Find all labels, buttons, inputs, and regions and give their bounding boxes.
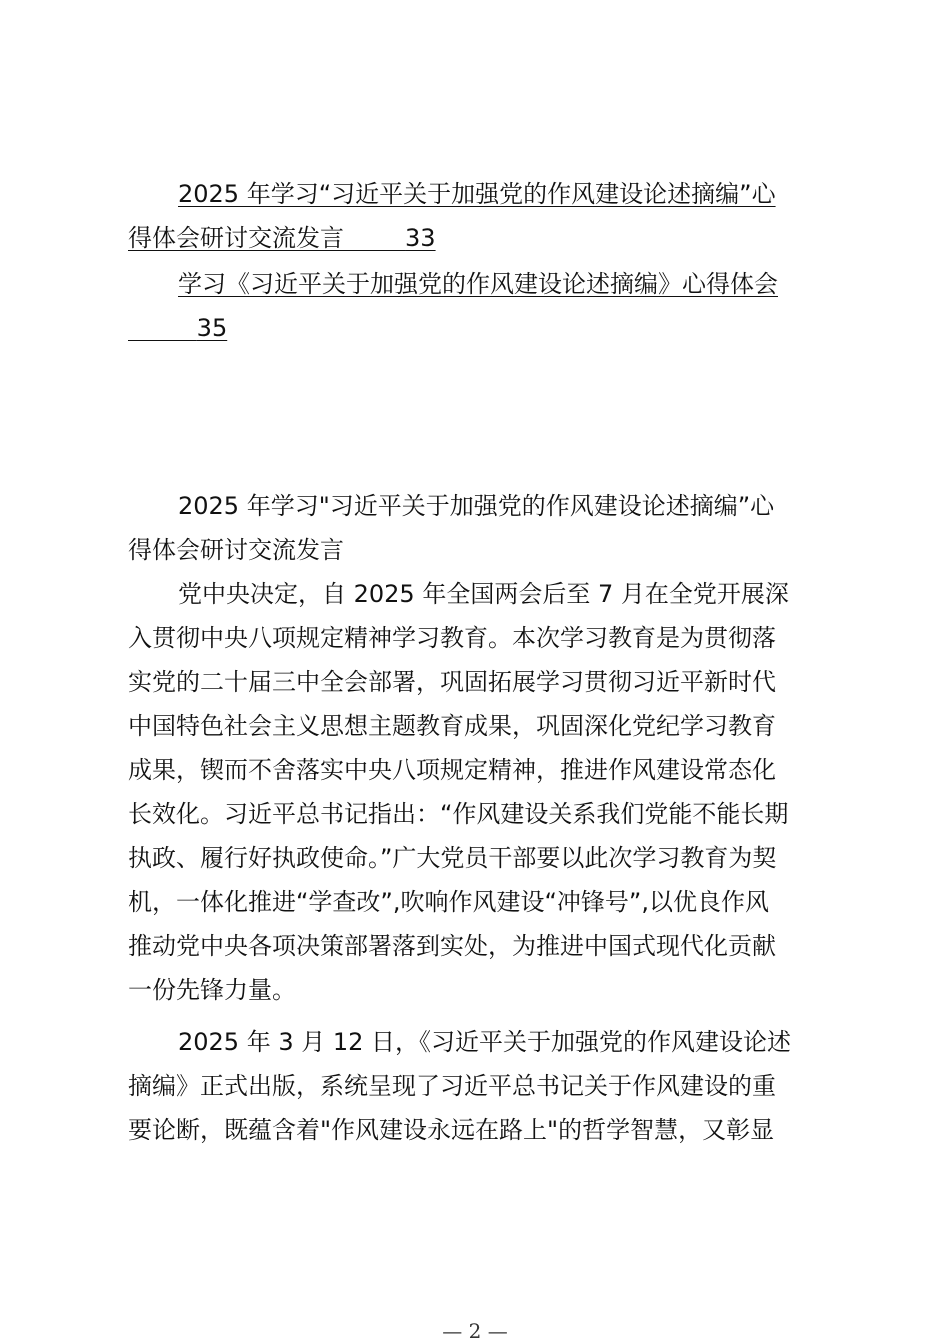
page-number: — 2 —: [442, 1319, 508, 1343]
article-title-line-1: 2025 年学习"习近平关于加强党的作风建设论述摘编”心: [178, 492, 775, 520]
paragraph-2-line: 2025 年 3 月 12 日，《习近平关于加强党的作风建设论述: [178, 1028, 792, 1056]
toc-entry-1-title[interactable]: 2025 年学习“习近平关于加强党的作风建设论述摘编”心: [178, 180, 776, 208]
toc-entry-2-title[interactable]: 学习《习近平关于加强党的作风建设论述摘编》心得体会: [178, 270, 778, 298]
paragraph-1-line: 成果，锲而不舍落实中央八项规定精神，推进作风建设常态化: [128, 756, 776, 784]
toc-entry-1-line-1[interactable]: [128, 172, 882, 216]
toc-entry-1-line-2[interactable]: [128, 216, 832, 260]
article-title-line-2: 得体会研讨交流发言: [128, 536, 344, 564]
paragraph-1-line: 机，一体化推进“学查改”,吹响作风建设“冲锋号”,以优良作风: [128, 888, 769, 916]
paragraph-1-line: 长效化。习近平总书记指出：“作风建设关系我们党能不能长期: [128, 800, 789, 828]
paragraph-1-line: 执政、履行好执政使命。”广大党员干部要以此次学习教育为契: [128, 844, 777, 872]
paragraph-1-line: 中国特色社会主义思想主题教育成果，巩固深化党纪学习教育: [128, 712, 776, 740]
paragraph-1-line: 党中央决定，自 2025 年全国两会后至 7 月在全党开展深: [178, 580, 789, 608]
toc-entry-2-page[interactable]: 35: [196, 314, 228, 342]
paragraph-2-line: 摘编》正式出版，系统呈现了习近平总书记关于作风建设的重: [128, 1072, 776, 1100]
paragraph-2-line: 要论断，既蕴含着"作风建设永远在路上"的哲学智慧，又彰显: [128, 1116, 775, 1144]
paragraph-1-line: 实党的二十届三中全会部署，巩固拓展学习贯彻习近平新时代: [128, 668, 776, 696]
paragraph-1-line: 一份先锋力量。: [128, 976, 296, 1004]
paragraph-1-line: 推动党中央各项决策部署落到实处，为推进中国式现代化贡献: [128, 932, 776, 960]
toc-entry-1-page[interactable]: 33: [405, 224, 436, 252]
toc-entry-1-leader[interactable]: [344, 224, 405, 252]
paragraph-1-line: 入贯彻中央八项规定精神学习教育。本次学习教育是为贯彻落: [128, 624, 776, 652]
toc-entry-2-line-2[interactable]: [128, 306, 832, 350]
toc-entry-1-title-cont[interactable]: 得体会研讨交流发言: [128, 224, 344, 252]
toc-entry-2-leader[interactable]: [128, 314, 197, 342]
toc-entry-2-line-1[interactable]: [128, 262, 882, 306]
